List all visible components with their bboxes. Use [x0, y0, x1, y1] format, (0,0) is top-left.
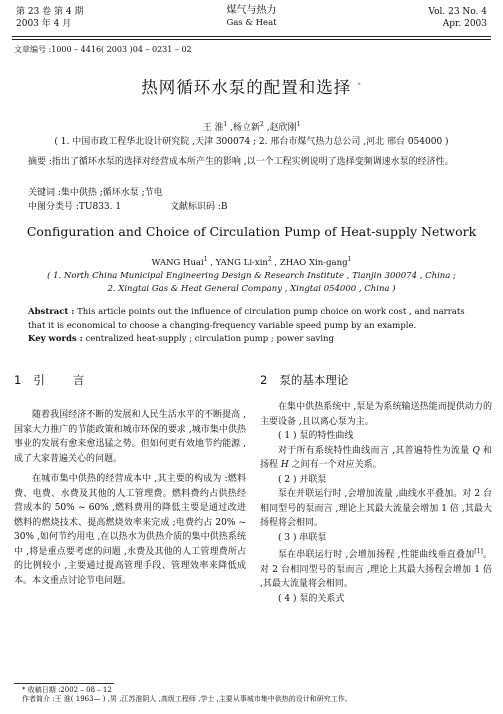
footnote-rule [14, 683, 114, 684]
authors-cn: 王 淮$^1$ ,杨立新$^2$ ,赵欣刚$^1$ [202, 121, 301, 133]
keywords-text-en: centralized heat-supply ; circulation pump ; power saving [85, 334, 334, 344]
classification-cn [28, 199, 238, 212]
footnote [22, 686, 352, 704]
abstract-label-en: Abstract : [28, 307, 75, 317]
affiliations-en [0, 270, 503, 296]
section-2-heading [260, 372, 348, 388]
title-footnote-mark: * [357, 80, 362, 89]
document-code: 文献标识码 :B [169, 202, 228, 212]
publication-date-line: 2003 年 4 月 [16, 19, 72, 29]
keywords-cn: 关键词 :集中供热 ;循环水泵 ;节电 [28, 188, 163, 198]
title-text: 热网循环水泵的配置和选择 [141, 78, 352, 97]
header-rule [12, 36, 491, 40]
theory-paragraph-3: 泵在并联运行时 ,会增加流量 ,曲线水平叠加。对 2 台相同型号的泵而言 ,理论上其最大流量会增加 1 倍 ,其最大扬程将会相同。 [260, 489, 492, 528]
subsection-1-heading: ( 1 ) 泵的特性曲线 [278, 431, 354, 441]
subsection-3-heading: ( 3 ) 串联泵 [278, 532, 327, 543]
paper-title-cn [0, 74, 503, 98]
section-title: 泵的基本理论 [279, 373, 349, 387]
abstract-cn: 摘要 :指出了循环水泵的选择对经营成本所产生的影响 ,以一个工程实例说明了选择变频调速水泵的经济性。 [28, 157, 454, 167]
section-1-heading [14, 372, 112, 388]
clc-number: 中图分类号 :TU833. 1 [28, 202, 122, 212]
affiliation-1-en: ( 1. North China Municipal Engineering Design & Research Institute , Tianjin 300074 , China ; [47, 271, 456, 281]
volume-issue-line: 第 23 卷 第 4 期 [16, 7, 84, 17]
received-date: * 收稿日期 :2002 – 08 – 12 [22, 686, 112, 694]
right-column [260, 400, 492, 606]
affiliation-2-en: 2. Xingtai Gas & Heat General Company , Xingtai 054000 , China ) [107, 284, 396, 294]
abstract-en [28, 306, 476, 333]
section-number: 1 [14, 373, 22, 387]
journal-name-en: Gas & Heat [226, 18, 277, 28]
paper-title-en: Configuration and Choice of Circulation Pump of Heat-supply Network [26, 224, 477, 239]
keywords-label-en: Key words : [28, 334, 83, 344]
intro-paragraph-1: 随着我国经济不断的发展和人民生活水平的不断提高 ,国家大力推广的节能政策和城市环保的要求 ,城市集中供热事业的发展有愈来愈迅猛之势。但如何更有效地节约能源 ,成了大家普遍关心的问题。 [14, 410, 246, 464]
journal-name-cn: 煤气与热力 [226, 5, 277, 16]
left-column [14, 408, 246, 588]
abstract-text-en: This article points out the influence of circulation pump choice on work cost , and narrats that it is economical to choose a changing-frequency variable speed pump by an example. [28, 307, 465, 331]
intro-paragraph-2: 在城市集中供热的经营成本中 ,其主要的构成为 :燃料费、电费、水费及其他的人工管理费。燃料费约占供热经营成本的 50% ~ 60% ,燃料费用的降低主要是通过改进燃料的燃烧技术、提高燃烧效率来完成 ;电费约占 20% ~ 30% ,如何节约用电 ,在以热水为供热介质的集中供热系统中 ,将是重点要考虑的问题 ,水费及其他的人工管理费所占的比例较小 ,主要通过提高管理手段、管理效率来降低成本。本文重点讨论节电问题。 [14, 474, 246, 586]
section-number: 2 [260, 373, 268, 387]
subsection-2-heading: ( 2 ) 并联泵 [278, 474, 327, 485]
theory-paragraph-4: 泵在串联运行时 ,会增加扬程 ,性能曲线垂直叠加[1]。对 2 台相同型号的泵而言 ,理论上其最大扬程会增加 1 倍 ,其最大流量将会相同。 [260, 548, 492, 589]
keywords-en [28, 334, 334, 344]
subsection-4-heading: ( 4 ) 泵的关系式 [278, 593, 345, 604]
author-bio: 作者简介 :王 淮( 1963— ) ,男 ,江苏淮阴人 ,高级工程师 ,学士 ,主要从事城市集中供热的设计和研究工作。 [22, 695, 352, 703]
theory-paragraph-1: 在集中供热系统中 ,泵是为系统输送热能而提供动力的主要设备 ,且以离心泵为主。 [260, 402, 492, 427]
theory-paragraph-2: 对于所有系统特性曲线而言 ,其普遍特性为流量 Q 和扬程 H 之间有一个对应关系。 [260, 445, 492, 470]
date-en-line: Apr. 2003 [442, 19, 487, 29]
volume-en-line: Vol. 23 No. 4 [428, 7, 487, 17]
affiliations-cn: ( 1. 中国市政工程华北设计研究院 ,天津 300074 ; 2. 邢台市煤气热力总公司 ,河北 邢台 054000 ) [54, 137, 449, 147]
section-title: 引言 [33, 373, 113, 387]
journal-volume-en [428, 6, 487, 30]
authors-en: WANG Huai$^1$ , YANG Li-xin$^2$ , ZHAO Xin-gang$^1$ [151, 256, 352, 268]
article-number: 文章编号 :1000 – 4416( 2003 )04 – 0231 – 02 [14, 45, 192, 54]
